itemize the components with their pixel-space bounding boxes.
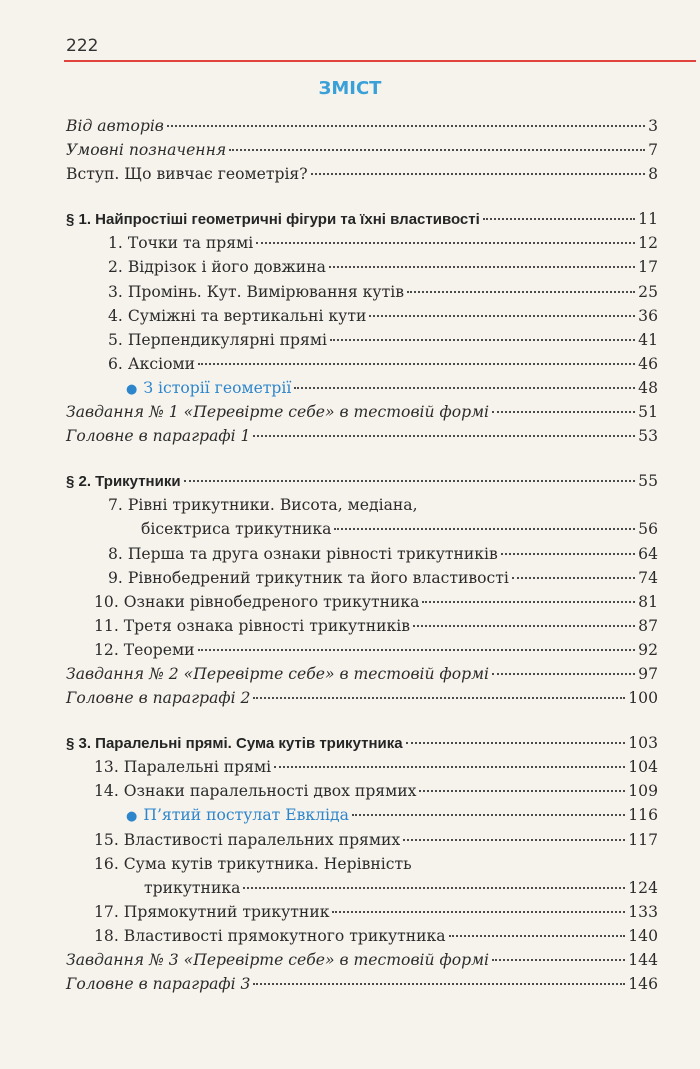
toc-entry-page: 7 xyxy=(648,141,658,160)
toc-entry-page: 64 xyxy=(638,544,658,563)
toc-entry-page: 104 xyxy=(628,758,658,777)
toc-entry-title: 14. Ознаки паралельності двох прямих xyxy=(94,782,417,801)
toc-entry[interactable] xyxy=(66,779,658,803)
toc-entry-title: трикутника xyxy=(144,878,241,897)
dot-leader xyxy=(419,790,625,792)
table-of-contents xyxy=(66,114,658,996)
toc-entry-title: Від авторів xyxy=(66,117,164,135)
toc-entry[interactable] xyxy=(66,231,658,255)
toc-entry-title: П’ятий постулат Евкліда xyxy=(143,806,349,825)
toc-entry-title: § 3. Паралельні прямі. Сума кутів трикутника xyxy=(66,735,403,753)
toc-entry-notation[interactable] xyxy=(66,138,658,162)
section-gap xyxy=(66,448,658,469)
toc-entry-page: 97 xyxy=(638,664,658,683)
toc-entry-title: 5. Перпендикулярні прямі xyxy=(108,330,327,349)
toc-entry-page: 116 xyxy=(628,806,658,825)
toc-entry-title: § 2. Трикутники xyxy=(66,473,181,491)
toc-entry-test[interactable] xyxy=(66,662,658,686)
toc-entry-page: 109 xyxy=(628,782,658,801)
toc-entry-title: 8. Перша та друга ознаки рівності трикутників xyxy=(108,544,498,563)
toc-entry[interactable] xyxy=(66,328,658,352)
toc-entry-title: 10. Ознаки рівнобедреного трикутника xyxy=(94,592,420,611)
toc-entry-page: 3 xyxy=(648,117,658,135)
toc-entry-page: 51 xyxy=(638,403,658,422)
toc-entry-page: 146 xyxy=(628,975,658,994)
toc-entry-page: 133 xyxy=(628,902,658,921)
dot-leader xyxy=(407,291,635,293)
dot-leader xyxy=(413,625,635,627)
toc-section-heading-3[interactable] xyxy=(66,731,658,755)
toc-entry-page: 11 xyxy=(638,210,658,229)
toc-entry-page: 36 xyxy=(638,306,658,325)
toc-entry-page: 12 xyxy=(638,234,658,253)
toc-entry-title: Завдання № 3 «Перевірте себе» в тестовій формі xyxy=(66,951,489,969)
toc-entry-line2[interactable] xyxy=(66,517,658,541)
toc-entry-page: 140 xyxy=(628,926,658,945)
toc-entry-test[interactable] xyxy=(66,400,658,424)
toc-entry[interactable] xyxy=(66,828,658,852)
dot-leader xyxy=(253,697,625,699)
toc-entry-title: 15. Властивості паралельних прямих xyxy=(94,830,401,849)
toc-entry-title: Завдання № 1 «Перевірте себе» в тестовій формі xyxy=(66,403,489,422)
toc-title: ЗМІСТ xyxy=(318,78,382,99)
dot-leader xyxy=(403,839,625,841)
dot-leader xyxy=(352,814,625,816)
toc-entry[interactable] xyxy=(66,304,658,328)
dot-leader xyxy=(512,577,635,579)
section-gap xyxy=(66,186,658,207)
toc-entry-title: 2. Відрізок і його довжина xyxy=(108,258,326,277)
toc-entry-page: 87 xyxy=(638,616,658,635)
header-rule xyxy=(64,60,696,62)
toc-entry-page: 17 xyxy=(638,258,658,277)
dot-leader xyxy=(253,983,625,985)
dot-leader xyxy=(198,649,636,651)
toc-entry[interactable] xyxy=(66,614,658,638)
toc-entry[interactable] xyxy=(66,755,658,779)
toc-entry-page: 103 xyxy=(628,734,658,753)
dot-leader xyxy=(311,173,645,175)
bullet-icon: ● xyxy=(126,381,138,397)
dot-leader xyxy=(483,218,635,220)
toc-entry-title: Завдання № 2 «Перевірте себе» в тестовій формі xyxy=(66,664,489,683)
dot-leader xyxy=(329,266,635,268)
toc-entry-title: 4. Суміжні та вертикальні кути xyxy=(108,306,367,325)
toc-entry-title: 6. Аксіоми xyxy=(108,354,196,373)
toc-entry-title: Головне в параграфі 2 xyxy=(66,689,251,708)
dot-leader xyxy=(294,387,635,389)
toc-entry-line2[interactable] xyxy=(66,876,658,900)
toc-entry-page: 81 xyxy=(638,592,658,611)
dot-leader xyxy=(492,673,635,675)
dot-leader xyxy=(406,742,626,744)
toc-entry-page: 74 xyxy=(638,568,658,587)
toc-entry[interactable] xyxy=(66,542,658,566)
dot-leader xyxy=(501,553,635,555)
bullet-icon: ● xyxy=(126,809,138,825)
toc-entry-intro[interactable] xyxy=(66,162,658,186)
toc-entry-title: 13. Паралельні прямі xyxy=(94,758,272,777)
toc-entry[interactable] xyxy=(66,566,658,590)
toc-entry-title: 7. Рівні трикутники. Висота, медіана, xyxy=(108,496,418,515)
toc-entry-page: 48 xyxy=(638,378,658,397)
section-gap xyxy=(66,710,658,731)
toc-entry-summary[interactable] xyxy=(66,972,658,996)
dot-leader xyxy=(253,435,635,437)
dot-leader xyxy=(492,959,625,961)
page-number: 222 xyxy=(66,36,99,56)
toc-entry-line1[interactable] xyxy=(66,852,658,876)
toc-entry-title: Вступ. Що вивчає геометрія? xyxy=(66,165,308,184)
toc-entry-page: 41 xyxy=(638,330,658,349)
toc-entry-page: 56 xyxy=(638,520,658,539)
toc-entry[interactable] xyxy=(66,590,658,614)
dot-leader xyxy=(332,911,625,913)
toc-entry[interactable] xyxy=(66,638,658,662)
toc-entry-title: 17. Прямокутний трикутник xyxy=(94,902,330,921)
dot-leader xyxy=(492,411,635,413)
toc-entry-title: 11. Третя ознака рівності трикутників xyxy=(94,616,411,635)
toc-entry-summary[interactable] xyxy=(66,424,658,448)
toc-entry-page: 124 xyxy=(628,878,658,897)
toc-entry-title: З історії геометрії xyxy=(143,378,292,397)
toc-entry[interactable] xyxy=(66,352,658,376)
toc-entry-page: 53 xyxy=(638,427,658,446)
toc-entry-page: 92 xyxy=(638,640,658,659)
toc-entry-page: 8 xyxy=(648,165,658,184)
toc-entry-page: 117 xyxy=(628,830,658,849)
toc-entry-title: 12. Теореми xyxy=(94,640,195,659)
toc-section-heading-2[interactable] xyxy=(66,469,658,493)
toc-entry-title: 1. Точки та прямі xyxy=(108,234,254,253)
toc-entry-page: 144 xyxy=(628,951,658,969)
toc-entry-title: § 1. Найпростіші геометричні фігури та їхні властивості xyxy=(66,211,480,229)
dot-leader xyxy=(198,363,635,365)
toc-entry-summary[interactable] xyxy=(66,686,658,710)
toc-entry-line1[interactable] xyxy=(66,493,658,517)
dot-leader xyxy=(274,766,625,768)
dot-leader xyxy=(229,149,645,151)
toc-entry-history[interactable] xyxy=(66,803,658,827)
toc-entry-test[interactable] xyxy=(66,948,658,972)
toc-entry-page: 25 xyxy=(638,282,658,301)
toc-entry-title: Головне в параграфі 3 xyxy=(66,975,251,994)
dot-leader xyxy=(256,242,635,244)
toc-entry[interactable] xyxy=(66,900,658,924)
dot-leader xyxy=(449,935,626,937)
toc-section-heading-1[interactable] xyxy=(66,207,658,231)
dot-leader xyxy=(369,315,635,317)
toc-entry-page: 55 xyxy=(638,472,658,491)
dot-leader xyxy=(334,528,635,530)
toc-entry-title: Головне в параграфі 1 xyxy=(66,427,251,446)
toc-entry-title: 18. Властивості прямокутного трикутника xyxy=(94,926,446,945)
toc-entry-history[interactable] xyxy=(66,376,658,400)
toc-entry-page: 46 xyxy=(638,354,658,373)
dot-leader xyxy=(243,887,625,889)
toc-entry-title: 9. Рівнобедрений трикутник та його властивості xyxy=(108,568,509,587)
toc-entry-page: 100 xyxy=(628,689,658,708)
toc-entry-title: 3. Промінь. Кут. Вимірювання кутів xyxy=(108,282,404,301)
dot-leader xyxy=(422,601,635,603)
toc-entry-title: 16. Сума кутів трикутника. Нерівність xyxy=(94,854,412,873)
toc-entry-authors[interactable] xyxy=(66,114,658,138)
toc-entry-title: Умовні позначення xyxy=(66,141,227,160)
toc-entry[interactable] xyxy=(66,924,658,948)
dot-leader xyxy=(184,480,636,482)
toc-entry[interactable] xyxy=(66,280,658,304)
dot-leader xyxy=(330,339,635,341)
dot-leader xyxy=(167,125,645,127)
toc-entry-title: бісектриса трикутника xyxy=(141,520,332,539)
toc-entry[interactable] xyxy=(66,255,658,279)
